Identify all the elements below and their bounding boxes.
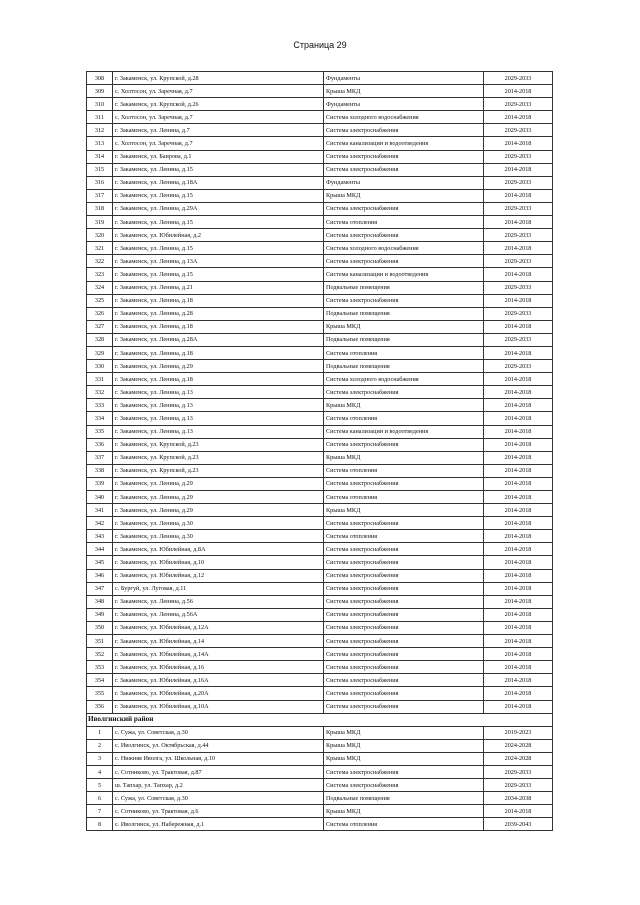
table-row [87,582,553,595]
row-term: 2014-2018 [484,320,553,333]
row-number: 331 [87,373,113,386]
row-address: г. Закаменск, ул. Ленина, д.13 [113,425,324,438]
row-address: г. Закаменск, ул. Ленина, д.13 [113,412,324,425]
table-row [87,779,553,792]
row-term: 2014-2018 [484,530,553,543]
row-term: 2014-2018 [484,189,553,202]
row-address: г. Закаменск, ул. Ленина, д.29 [113,360,324,373]
row-address: г. Закаменск, ул. Ленина, д.15 [113,268,324,281]
row-work-type: Система холодного водоснабжения [324,111,484,124]
row-address: г. Закаменск, ул. Ленина, д.18 [113,320,324,333]
row-address: г. Закаменск, ул. Юбилейная, д.12 [113,569,324,582]
section-row [87,713,553,726]
table-row [87,176,553,189]
row-term: 2014-2018 [484,137,553,150]
row-term: 2029-2033 [484,124,553,137]
row-address: г. Закаменск, ул. Ленина, д.15 [113,189,324,202]
table-row [87,530,553,543]
row-term: 2029-2033 [484,360,553,373]
table-row [87,72,553,85]
table-row [87,333,553,346]
row-address: г. Закаменск, ул. Ленина, д.7 [113,124,324,137]
row-number: 333 [87,399,113,412]
table-row [87,752,553,765]
row-work-type: Система холодного водоснабжения [324,373,484,386]
row-work-type: Система отопления [324,491,484,504]
page-header: Страница 29 [293,40,347,50]
table-row [87,687,553,700]
table-row [87,661,553,674]
table-row [87,700,553,713]
row-number: 354 [87,674,113,687]
row-term: 2014-2018 [484,543,553,556]
row-number: 336 [87,438,113,451]
row-number: 338 [87,464,113,477]
row-address: г. Закаменск, ул. Юбилейная, д.16 [113,661,324,674]
table-row [87,294,553,307]
row-address: с. Нижняя Иволга, ул. Школьная, д.10 [113,752,324,765]
row-term: 2014-2018 [484,648,553,661]
row-term: 2014-2018 [484,661,553,674]
row-number: 308 [87,72,113,85]
row-number: 329 [87,346,113,359]
row-address: г. Закаменск, ул. Ленина, д.29 [113,477,324,490]
row-term: 2029-2033 [484,255,553,268]
row-term: 2014-2018 [484,399,553,412]
row-work-type: Система электроснабжения [324,543,484,556]
table-row [87,595,553,608]
table-row [87,242,553,255]
row-number: 319 [87,216,113,229]
row-work-type: Система электроснабжения [324,621,484,634]
row-term: 2014-2018 [484,595,553,608]
row-term: 2019-2023 [484,726,553,739]
row-term: 2014-2018 [484,700,553,713]
row-number: 344 [87,543,113,556]
row-work-type: Система канализации и водоотведения [324,268,484,281]
row-number: 2 [87,739,113,752]
row-address: г. Закаменск, ул. Ленина, д.18 [113,294,324,307]
row-address: г. Закаменск, ул. Ленина, д.13 [113,386,324,399]
row-address: г. Закаменск, ул. Ленина, д.29 [113,491,324,504]
row-term: 2029-2033 [484,98,553,111]
row-work-type: Система электроснабжения [324,124,484,137]
table-row [87,98,553,111]
row-number: 350 [87,621,113,634]
row-number: 310 [87,98,113,111]
row-work-type: Система канализации и водоотведения [324,425,484,438]
row-number: 346 [87,569,113,582]
row-work-type: Подвальные помещения [324,792,484,805]
row-address: г. Закаменск, ул. Юбилейная, д.16А [113,674,324,687]
row-term: 2014-2018 [484,216,553,229]
table-row [87,399,553,412]
row-term: 2014-2018 [484,438,553,451]
row-term: 2014-2018 [484,608,553,621]
row-work-type: Система холодного водоснабжения [324,242,484,255]
row-work-type: Крыша МКД [324,320,484,333]
row-work-type: Система электроснабжения [324,700,484,713]
row-term: 2029-2033 [484,150,553,163]
row-term: 2039-2043 [484,818,553,831]
row-term: 2029-2033 [484,281,553,294]
table-row [87,569,553,582]
row-address: с. Сотниково, ул. Трактовая, д.87 [113,765,324,778]
row-address: с. Иволгинск, ул. Октябрьская, д.44 [113,739,324,752]
row-address: г. Закаменск, ул. Ленина, д.13А [113,255,324,268]
row-work-type: Крыша МКД [324,752,484,765]
capital-repair-table [86,71,553,831]
row-address: г. Закаменск, ул. Юбилейная, д.14А [113,648,324,661]
row-address: г. Закаменск, ул. Юбилейная, д.12А [113,621,324,634]
row-work-type: Система отопления [324,346,484,359]
row-work-type: Крыша МКД [324,85,484,98]
row-work-type: Система отопления [324,530,484,543]
row-term: 2014-2018 [484,517,553,530]
row-term: 2014-2018 [484,373,553,386]
row-work-type: Крыша МКД [324,399,484,412]
row-term: 2029-2033 [484,229,553,242]
row-term: 2014-2018 [484,582,553,595]
row-address: г. Закаменск, ул. Юбилейная, д.8А [113,543,324,556]
table-row [87,189,553,202]
row-address: г. Закаменск, ул. Ленина, д.15 [113,242,324,255]
row-work-type: Система электроснабжения [324,556,484,569]
row-work-type: Система электроснабжения [324,517,484,530]
table-row [87,556,553,569]
row-address: с. Холтосон, ул. Заречная, д.7 [113,85,324,98]
row-work-type: Система электроснабжения [324,569,484,582]
row-number: 314 [87,150,113,163]
table-row [87,739,553,752]
row-work-type: Система электроснабжения [324,582,484,595]
row-term: 2014-2018 [484,163,553,176]
row-address: г. Закаменск, ул. Ленина, д.29А [113,202,324,215]
row-address: г. Закаменск, ул. Ленина, д.13 [113,399,324,412]
table-body [87,72,553,831]
row-address: с. Бургуй, ул. Луговая, д.11 [113,582,324,595]
row-work-type: Подвальные помещения [324,360,484,373]
row-work-type: Система электроснабжения [324,595,484,608]
row-term: 2014-2018 [484,635,553,648]
row-term: 2014-2018 [484,491,553,504]
row-term: 2014-2018 [484,687,553,700]
row-address: г. Закаменск, ул. Ленина, д.15 [113,216,324,229]
table-row [87,451,553,464]
row-work-type: Подвальные помещения [324,281,484,294]
row-address: г. Закаменск, ул. Ленина, д.28 [113,307,324,320]
table-row [87,818,553,831]
row-number: 316 [87,176,113,189]
row-work-type: Система электроснабжения [324,608,484,621]
row-work-type: Система электроснабжения [324,477,484,490]
table-row [87,360,553,373]
row-number: 6 [87,792,113,805]
table-row [87,464,553,477]
table-row [87,726,553,739]
table-row [87,805,553,818]
row-work-type: Крыша МКД [324,739,484,752]
row-address: г. Закаменск, ул. Ленина, д.30 [113,530,324,543]
row-number: 332 [87,386,113,399]
table-row [87,792,553,805]
table-row [87,124,553,137]
row-term: 2034-2038 [484,792,553,805]
row-term: 2029-2033 [484,72,553,85]
row-work-type: Система электроснабжения [324,674,484,687]
row-work-type: Система отопления [324,464,484,477]
row-term: 2014-2018 [484,294,553,307]
row-work-type: Крыша МКД [324,805,484,818]
row-address: г. Закаменск, ул. Крупской, д.23 [113,438,324,451]
row-work-type: Крыша МКД [324,726,484,739]
row-work-type: Система электроснабжения [324,163,484,176]
row-address: с. Сужа, ул. Советская, д.30 [113,726,324,739]
row-address: г. Закаменск, ул. Ленина, д.30 [113,517,324,530]
row-number: 326 [87,307,113,320]
row-address: г. Закаменск, ул. Юбилейная, д.20А [113,687,324,700]
table-row [87,425,553,438]
row-term: 2014-2018 [484,556,553,569]
row-term: 2014-2018 [484,477,553,490]
row-number: 343 [87,530,113,543]
row-number: 349 [87,608,113,621]
table-row [87,373,553,386]
row-number: 347 [87,582,113,595]
row-number: 339 [87,477,113,490]
row-address: с. Холтосон, ул. Заречная, д.7 [113,111,324,124]
table-row [87,621,553,634]
row-number: 323 [87,268,113,281]
row-number: 340 [87,491,113,504]
row-address: с. Холтосон, ул. Заречная, д.7 [113,137,324,150]
row-work-type: Система электроснабжения [324,386,484,399]
row-work-type: Система электроснабжения [324,661,484,674]
table-row [87,765,553,778]
row-term: 2014-2018 [484,674,553,687]
row-number: 327 [87,320,113,333]
row-number: 309 [87,85,113,98]
row-work-type: Система электроснабжения [324,438,484,451]
row-address: г. Закаменск, ул. Крупской, д.23 [113,464,324,477]
row-address: г. Закаменск, ул. Ленина, д.18А [113,176,324,189]
row-term: 2014-2018 [484,111,553,124]
row-work-type: Система отопления [324,818,484,831]
table-row [87,412,553,425]
row-number: 320 [87,229,113,242]
row-work-type: Крыша МКД [324,504,484,517]
row-number: 345 [87,556,113,569]
row-work-type: Система отопления [324,216,484,229]
row-address: г. Закаменск, ул. Ленина, д.56 [113,595,324,608]
table-row [87,150,553,163]
table-row [87,517,553,530]
row-number: 311 [87,111,113,124]
row-address: г. Закаменск, ул. Крупской, д.23 [113,451,324,464]
row-address: г. Закаменск, ул. Крупской, д.28 [113,72,324,85]
row-number: 313 [87,137,113,150]
row-work-type: Крыша МКД [324,451,484,464]
row-address: г. Закаменск, ул. Ленина, д.15 [113,163,324,176]
row-work-type: Система электроснабжения [324,150,484,163]
row-work-type: Система электроснабжения [324,229,484,242]
row-number: 315 [87,163,113,176]
row-number: 335 [87,425,113,438]
table-row [87,346,553,359]
row-work-type: Фундаменты [324,72,484,85]
row-number: 317 [87,189,113,202]
table-row [87,438,553,451]
row-number: 342 [87,517,113,530]
row-address: г. Закаменск, ул. Ленина, д.18 [113,373,324,386]
row-work-type: Система электроснабжения [324,255,484,268]
row-term: 2014-2018 [484,569,553,582]
row-work-type: Система отопления [324,412,484,425]
table-row [87,491,553,504]
table-row [87,202,553,215]
row-address: ш. Тапхар, ул. Тапхар, д.2 [113,779,324,792]
row-term: 2029-2033 [484,333,553,346]
row-term: 2014-2018 [484,242,553,255]
row-number: 330 [87,360,113,373]
row-address: с. Сотниково, ул. Трактовая, д.6 [113,805,324,818]
row-term: 2014-2018 [484,346,553,359]
row-work-type: Система электроснабжения [324,779,484,792]
row-number: 321 [87,242,113,255]
row-term: 2029-2033 [484,307,553,320]
row-term: 2014-2018 [484,425,553,438]
row-term: 2014-2018 [484,412,553,425]
row-term: 2029-2033 [484,176,553,189]
row-address: г. Закаменск, ул. Крупской, д.26 [113,98,324,111]
row-work-type: Подвальные помещения [324,307,484,320]
row-work-type: Система электроснабжения [324,687,484,700]
table-row [87,281,553,294]
table-row [87,307,553,320]
row-address: г. Закаменск, ул. Юбилейная, д.10 [113,556,324,569]
row-work-type: Система электроснабжения [324,635,484,648]
table-row [87,648,553,661]
row-address: г. Закаменск, ул. Юбилейная, д.2 [113,229,324,242]
table-row [87,320,553,333]
row-work-type: Фундаменты [324,98,484,111]
row-address: г. Закаменск, ул. Ленина, д.29 [113,504,324,517]
row-number: 8 [87,818,113,831]
row-number: 7 [87,805,113,818]
row-term: 2014-2018 [484,805,553,818]
row-number: 312 [87,124,113,137]
row-term: 2014-2018 [484,504,553,517]
row-term: 2024-2028 [484,739,553,752]
row-term: 2014-2018 [484,85,553,98]
table-row [87,674,553,687]
row-work-type: Крыша МКД [324,189,484,202]
row-number: 3 [87,752,113,765]
row-work-type: Система канализации и водоотведения [324,137,484,150]
row-term: 2014-2018 [484,451,553,464]
table-row [87,163,553,176]
row-address: г. Закаменск, ул. Ленина, д.56А [113,608,324,621]
row-number: 5 [87,779,113,792]
row-term: 2014-2018 [484,268,553,281]
row-term: 2029-2033 [484,202,553,215]
table-row [87,111,553,124]
row-number: 355 [87,687,113,700]
row-address: г. Закаменск, ул. Ленина, д.18 [113,346,324,359]
row-term: 2014-2018 [484,386,553,399]
row-address: г. Закаменск, ул. Ленина, д.28А [113,333,324,346]
row-number: 318 [87,202,113,215]
row-number: 1 [87,726,113,739]
row-work-type: Система электроснабжения [324,202,484,215]
row-number: 322 [87,255,113,268]
row-number: 325 [87,294,113,307]
table-row [87,255,553,268]
row-number: 341 [87,504,113,517]
row-number: 4 [87,765,113,778]
row-work-type: Подвальные помещения [324,333,484,346]
row-number: 352 [87,648,113,661]
section-title: Иволгинский район [87,713,553,726]
row-number: 337 [87,451,113,464]
row-work-type: Система электроснабжения [324,765,484,778]
row-number: 328 [87,333,113,346]
row-address: с. Иволгинск, ул. Набережная, д.1 [113,818,324,831]
table-row [87,229,553,242]
table-row [87,543,553,556]
row-term: 2029-2033 [484,779,553,792]
row-term: 2029-2033 [484,765,553,778]
row-work-type: Система электроснабжения [324,648,484,661]
row-term: 2024-2028 [484,752,553,765]
table-row [87,635,553,648]
row-work-type: Система электроснабжения [324,294,484,307]
row-address: г. Закаменск, ул. Юбилейная, д.14 [113,635,324,648]
table-row [87,477,553,490]
table-row [87,85,553,98]
row-number: 348 [87,595,113,608]
row-number: 334 [87,412,113,425]
row-number: 353 [87,661,113,674]
row-address: г. Закаменск, ул. Ленина, д.21 [113,281,324,294]
table-row [87,386,553,399]
table-row [87,608,553,621]
row-number: 356 [87,700,113,713]
table-row [87,504,553,517]
row-term: 2014-2018 [484,464,553,477]
row-address: г. Закаменск, ул. Баирова, д.1 [113,150,324,163]
row-work-type: Фундаменты [324,176,484,189]
table-row [87,137,553,150]
row-number: 324 [87,281,113,294]
row-number: 351 [87,635,113,648]
table-row [87,268,553,281]
row-address: с. Сужа, ул. Советская, д.30 [113,792,324,805]
row-address: г. Закаменск, ул. Юбилейная, д.10А [113,700,324,713]
table-row [87,216,553,229]
row-term: 2014-2018 [484,621,553,634]
